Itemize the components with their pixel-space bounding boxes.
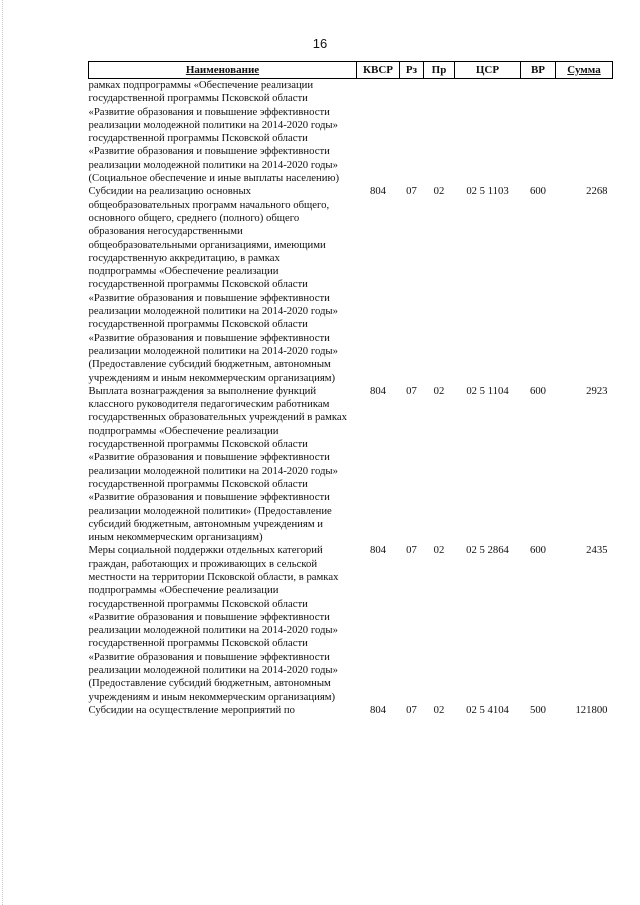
row-rz — [400, 79, 424, 186]
row-kvsr: 804 — [369, 384, 387, 397]
row-csr: 02 5 4104 — [466, 703, 509, 716]
table-row — [89, 185, 613, 384]
row-sum — [556, 79, 613, 186]
row-rz: 07 — [406, 703, 417, 716]
row-name: Субсидии на реализацию основных общеобразовательных программ начального общего, основного общего, среднего (полного) общего образования негосударственными общеобразовательными организациями, имеющими государственную аккредитацию, в рамках подпрограммы «Обеспечение реализации государственной программы Псковской области «Развитие образования и повышение эффективности реализации молодежной политики на 2014-2020 годы» государственной программы Псковской области «Развитие образования и повышение эффективности реализации молодежной политики на 2014-2020 годы» (Предоставление субсидий бюджетным, автономным учреждениям и иным некоммерческим организациям) — [88, 185, 338, 384]
budget-table — [88, 61, 613, 717]
row-csr: 02 5 1104 — [466, 384, 509, 397]
row-kvsr: 804 — [369, 544, 387, 557]
row-rz: 07 — [406, 384, 417, 397]
row-sum: 121800 — [575, 703, 608, 716]
row-vr: 600 — [529, 185, 547, 198]
row-pr: 02 — [433, 384, 445, 397]
header-sum: Сумма — [556, 62, 613, 79]
table-row — [89, 704, 613, 717]
row-name: Субсидии на осуществление мероприятий по — [88, 703, 295, 716]
row-vr — [521, 79, 556, 186]
row-rz: 07 — [406, 185, 417, 198]
table-row — [89, 385, 613, 545]
row-vr: 500 — [529, 703, 547, 716]
row-name: рамках подпрограммы «Обеспечение реализации государственной программы Псковской области «Развитие образования и повышение эффективности реализации молодежной политики на 2014-2020 годы» государственной программы Псковской области «Развитие образования и повышение эффективности реализации молодежной политики на 2014-2020 годы» (Социальное обеспечение и иные выплаты населению) — [88, 79, 340, 185]
row-csr: 02 5 1103 — [466, 185, 509, 198]
row-pr: 02 — [433, 544, 445, 557]
header-rz: Рз — [400, 62, 424, 79]
row-kvsr — [357, 79, 400, 186]
row-csr — [455, 79, 521, 186]
header-pr: Пр — [424, 62, 455, 79]
row-pr: 02 — [433, 185, 445, 198]
row-name: Выплата вознаграждения за выполнение функций классного руководителя педагогическим работникам государственных образовательных учреждений в рамках подпрограммы «Обеспечение реализации государственной программы Псковской области «Развитие образования и повышение эффективности реализации молодежной политики на 2014-2020 годы» государственной программы Псковской области «Развитие образования и повышение эффективности реализации молодежной политики» (Предоставление субсидий бюджетным, автономным учреждениям и иным некоммерческим организациям) — [88, 384, 347, 544]
table-row — [89, 79, 613, 186]
header-name: Наименование — [89, 62, 357, 79]
row-sum: 2923 — [586, 384, 608, 397]
row-vr: 600 — [529, 384, 547, 397]
header-vr: ВР — [521, 62, 556, 79]
row-pr: 02 — [433, 703, 445, 716]
header-csr: ЦСР — [455, 62, 521, 79]
scan-edge-mark — [2, 0, 6, 905]
row-csr: 02 5 2864 — [466, 544, 509, 557]
row-rz: 07 — [406, 544, 417, 557]
page-number: 16 — [312, 36, 328, 51]
table-row — [89, 544, 613, 704]
row-kvsr: 804 — [369, 185, 387, 198]
row-name: Меры социальной поддержки отдельных категорий граждан, работающих и проживающих в сельской местности на территории Псковской области, в рамках подпрограммы «Обеспечение реализации государственной программы Псковской области «Развитие образования и повышение эффективности реализации молодежной политики на 2014-2020 годы» государственной программы Псковской области «Развитие образования и повышение эффективности реализации молодежной политики на 2014-2020 годы» (Предоставление субсидий бюджетным, автономным учреждениям и иным некоммерческим организациям) — [88, 544, 339, 703]
row-vr: 600 — [529, 544, 547, 557]
row-pr — [424, 79, 455, 186]
row-sum: 2268 — [586, 185, 608, 198]
header-kvsr: КВСР — [357, 62, 400, 79]
row-kvsr: 804 — [369, 703, 387, 716]
table-header-row — [89, 62, 613, 79]
row-sum: 2435 — [586, 544, 608, 557]
